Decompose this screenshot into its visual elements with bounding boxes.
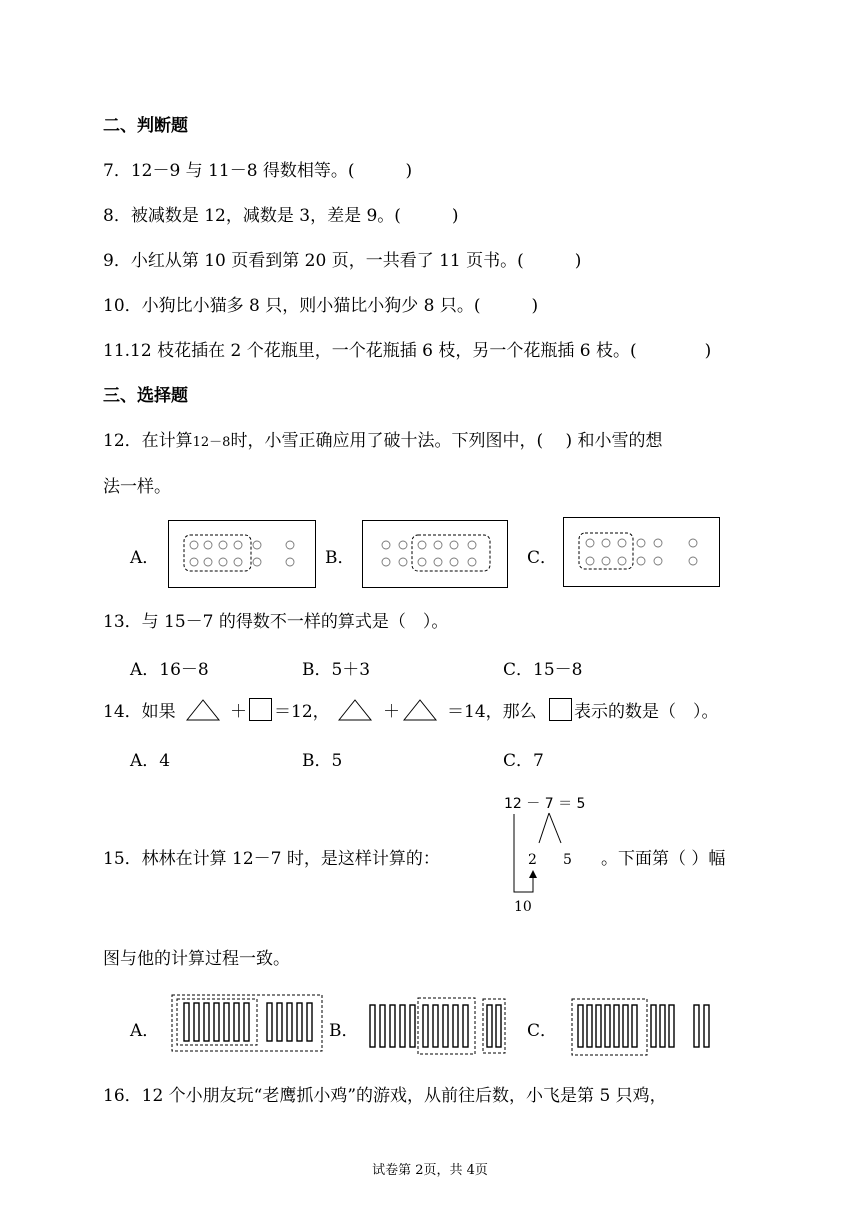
plus-sign: ＋ xyxy=(383,702,400,722)
question-15-line2: 图与他的计算过程一致。 xyxy=(103,949,290,969)
q14-option-a: A．4 xyxy=(130,751,171,771)
q15-option-c-label: C． xyxy=(527,1021,558,1041)
q15-option-c-figure xyxy=(570,997,716,1057)
q13-option-b: B．5＋3 xyxy=(302,660,371,680)
q14-option-c: C．7 xyxy=(503,751,544,771)
q15-split-right: 5 xyxy=(563,852,572,868)
question-16: 16．12 个小朋友玩“老鹰抓小鸡”的游戏，从前往后数，小飞是第 5 只鸡， xyxy=(103,1086,667,1106)
question-11: 11.12 枝花插在 2 个花瓶里，一个花瓶插 6 枝，另一个花瓶插 6 枝。( ) xyxy=(103,341,712,361)
q12-option-b-figure xyxy=(362,520,508,588)
question-14-eq2: ＝14，那么 xyxy=(447,702,537,722)
square-shape xyxy=(249,698,273,722)
q15-split-left: 2 xyxy=(528,852,537,868)
question-12-line1: 12．在计算12－8时，小雪正确应用了破十法。下列图中，( ) 和小雪的想 xyxy=(103,431,663,451)
q13-option-a: A．16－8 xyxy=(130,660,209,680)
q13-option-c: C．15－8 xyxy=(503,660,583,680)
square-shape xyxy=(549,698,573,722)
triangle-shape xyxy=(338,699,372,721)
q15-equation: 12 － 7 ＝ 5 xyxy=(504,796,586,812)
question-7: 7．12－9 与 11－8 得数相等。( ) xyxy=(103,161,413,181)
q15-option-a-label: A． xyxy=(130,1021,160,1041)
question-10: 10．小狗比小猫多 8 只，则小猫比小狗少 8 只。( ) xyxy=(103,296,539,316)
question-8: 8．被减数是 12，减数是 3，差是 9。( ) xyxy=(103,206,459,226)
question-14-prefix: 14．如果 xyxy=(103,702,176,722)
section-judge-heading: 二、判断题 xyxy=(103,116,188,136)
question-14-eq1: ＝12， xyxy=(274,702,330,722)
plus-sign: ＋ xyxy=(230,702,247,722)
q15-option-a-figure xyxy=(171,994,323,1052)
q15-ten-label: 10 xyxy=(514,899,532,915)
section-choice-heading: 三、选择题 xyxy=(103,386,188,406)
triangle-shape xyxy=(403,699,437,721)
q12-option-a-label: A． xyxy=(130,548,160,568)
page-footer: 试卷第 2页，共 4页 xyxy=(372,1163,488,1178)
question-9: 9．小红从第 10 页看到第 20 页，一共看了 11 页书。( ) xyxy=(103,251,582,271)
q12-option-a-figure xyxy=(168,520,316,588)
q14-option-b: B．5 xyxy=(302,751,343,771)
q12-option-c-label: C． xyxy=(527,548,558,568)
q12-option-c-figure xyxy=(563,517,720,587)
question-15-line1-end: 。下面第（ ）幅 xyxy=(601,849,726,869)
q15-option-b-label: B． xyxy=(329,1021,359,1041)
q12-option-b-label: B． xyxy=(325,548,355,568)
triangle-shape xyxy=(186,699,220,721)
question-13: 13．与 15－7 的得数不一样的算式是（ ）。 xyxy=(103,612,449,632)
question-14-suffix: 表示的数是（ ）。 xyxy=(574,702,719,722)
question-15-line1: 15．林林在计算 12－7 时，是这样计算的： xyxy=(103,849,440,869)
question-12-line2: 法一样。 xyxy=(103,477,171,497)
q15-option-b-figure xyxy=(365,996,513,1056)
